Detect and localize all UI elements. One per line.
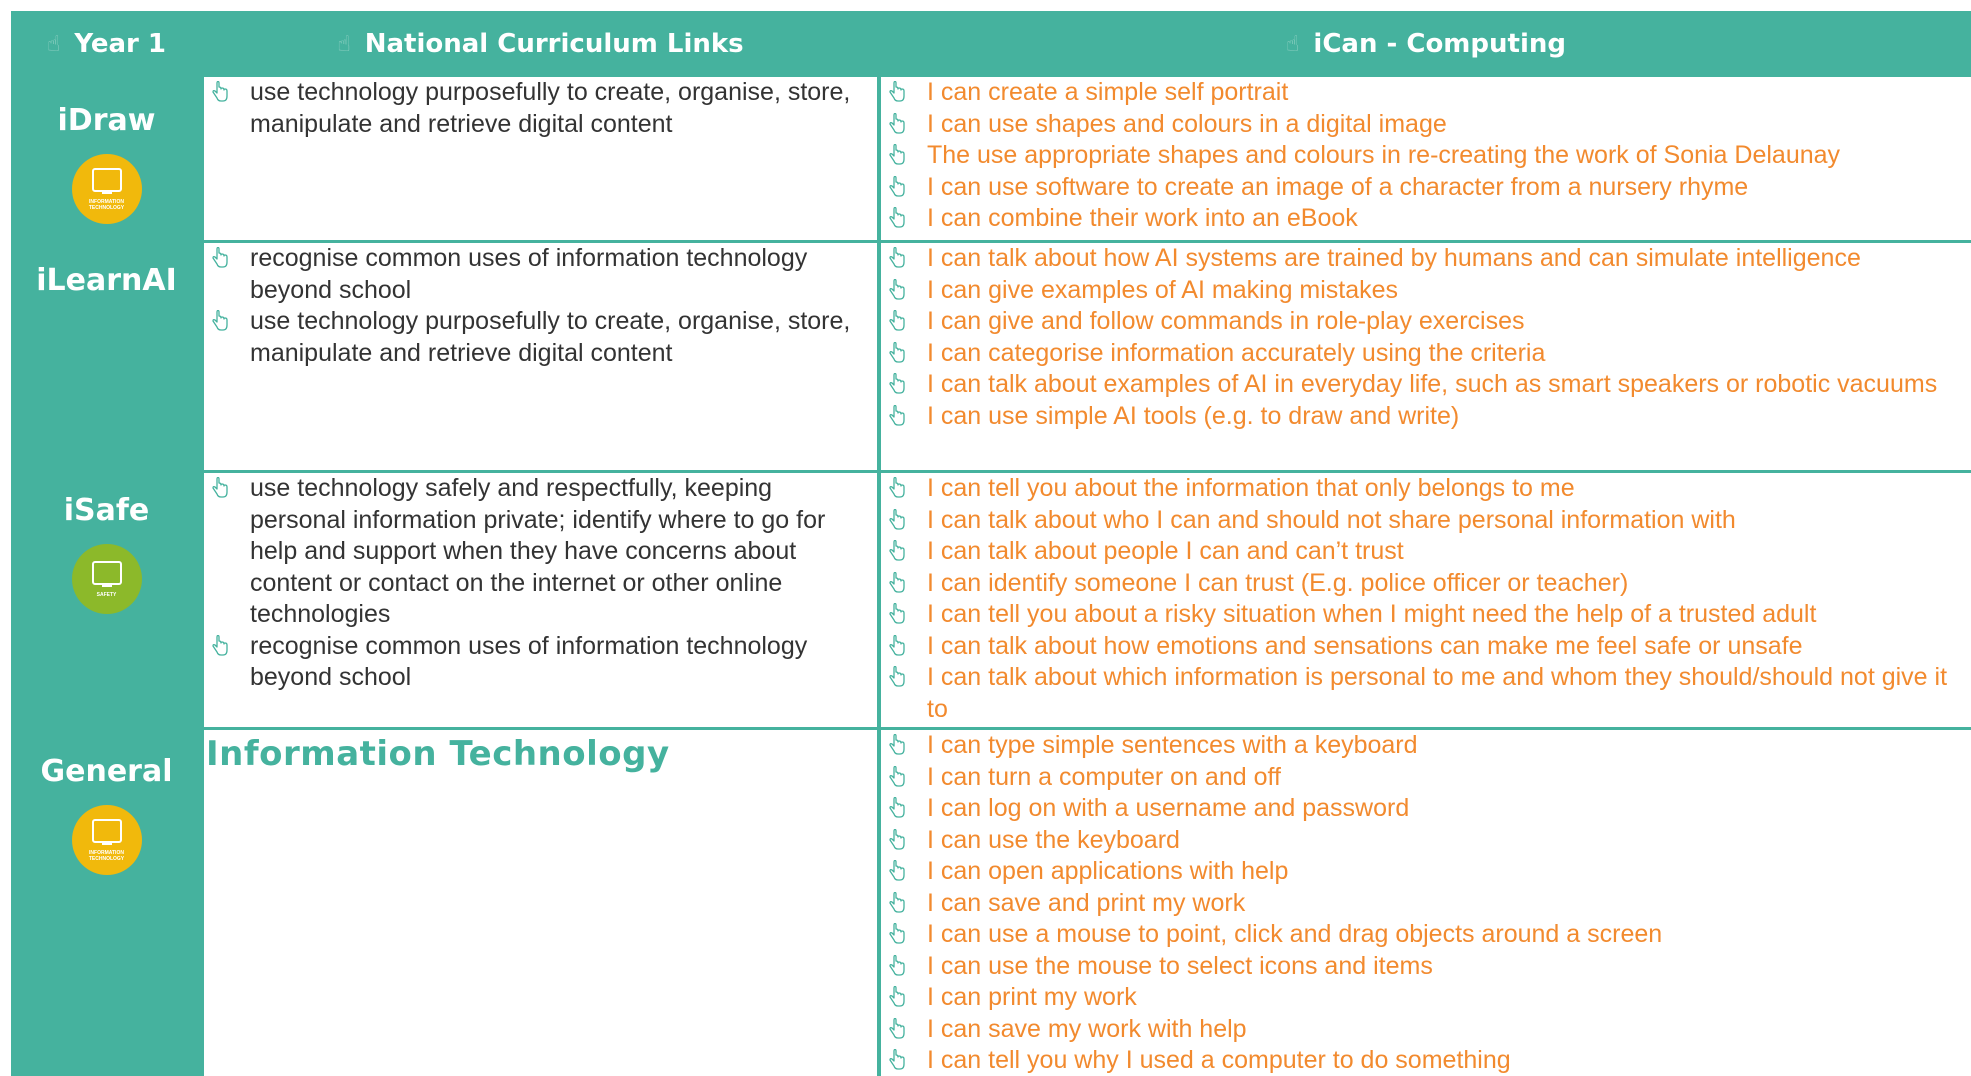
ican-text: I can give and follow commands in role-play exercises [927,307,1525,335]
pointer-hand-icon [210,81,228,103]
ican-text: The use appropriate shapes and colours in re-creating the work of Sonia Delaunay [927,141,1841,169]
pointer-hand-icon [887,342,905,364]
ican-cell-idraw [881,77,1971,240]
pointer-hand-icon [887,207,905,229]
ican-text: I can use the mouse to select icons and items [927,951,1433,980]
pointer-hand-icon [887,797,905,819]
ican-item [881,473,1971,505]
row-label-idraw [11,77,202,240]
ican-item [881,856,1971,888]
header-year-label: Year 1 [74,29,166,59]
ican-text: I can print my work [927,983,1137,1011]
badge-caption: SAFETY [96,591,117,598]
pointer-hand-icon: ☝ [337,31,351,57]
ican-item [881,1014,1971,1046]
curriculum-link-text: use technology safely and respectfully, keeping personal information private; identify where to go for help and support when they have concerns about content or contact on the internet or other online technologies [250,474,826,628]
computer-shield-icon [92,561,122,585]
ican-text: I can talk about who I can and should not share personal information with [927,505,1736,534]
row-label-isafe [11,473,202,727]
ican-text: I can talk about how emotions and sensations can make me feel safe or unsafe [927,631,1803,660]
ican-item [881,762,1971,794]
ican-text: I can turn a computer on and off [927,762,1281,791]
ican-item [881,536,1971,568]
pointer-hand-icon [887,1018,905,1040]
pointer-hand-icon: ☝ [47,31,61,57]
pointer-hand-icon [887,509,905,531]
ican-item [881,77,1971,109]
curriculum-link-item [204,243,877,306]
ican-text: I can identify someone I can trust (E.g. police officer or teacher) [927,568,1629,597]
ican-text: I can use a mouse to point, click and drag objects around a screen [927,920,1663,948]
badge-caption: INFORMATION TECHNOLOGY [88,849,125,862]
pointer-hand-icon [887,635,905,657]
curriculum-table [11,11,1971,1076]
row-name: iLearnAI [36,263,177,298]
row-label-ilearnai [11,243,202,470]
pointer-hand-icon [887,113,905,135]
header-year [11,11,202,77]
ican-item [881,1045,1971,1076]
ican-item [881,505,1971,537]
ican-text: I can give examples of AI making mistakes [927,275,1399,304]
ican-item [881,275,1971,307]
pointer-hand-icon [887,923,905,945]
pointer-hand-icon [887,373,905,395]
ican-item [881,793,1971,825]
curriculum-link-text: recognise common uses of information technology beyond school [250,244,808,304]
pointer-hand-icon [210,247,228,269]
header-nc-label: National Curriculum Links [364,29,744,59]
pointer-hand-icon [887,892,905,914]
pointer-hand-icon [887,860,905,882]
row-label-general [11,730,202,1076]
pointer-hand-icon [887,603,905,625]
pointer-hand-icon [887,176,905,198]
pointer-hand-icon [887,766,905,788]
information-technology-heading: Information Technology [206,734,670,774]
header-ican-label: iCan - Computing [1313,29,1566,59]
ican-item [881,631,1971,663]
curriculum-link-item [204,631,877,694]
ican-text: I can talk about examples of AI in everyday life, such as smart speakers or robotic vacuums [927,370,1938,398]
ican-item [881,662,1971,725]
ican-item [881,919,1971,951]
curriculum-link-item [204,306,877,369]
curriculum-link-text: recognise common uses of information technology beyond school [250,631,808,691]
ican-text: I can talk about which information is personal to me and whom they should/should not give it to [927,663,1948,723]
ican-text: I can open applications with help [927,857,1289,885]
ican-text: I can talk about people I can and can’t trust [927,537,1404,565]
ican-item [881,338,1971,370]
ican-item [881,203,1971,235]
pointer-hand-icon [887,477,905,499]
pointer-hand-icon [887,572,905,594]
row-name: iDraw [57,103,156,138]
information-technology-badge [72,805,142,875]
pointer-hand-icon [887,540,905,562]
ican-text: I can categorise information accurately using the criteria [927,338,1546,367]
pointer-hand-icon [210,310,228,332]
ican-item [881,109,1971,141]
ican-item [881,599,1971,631]
nc-cell-ilearnai [204,243,877,470]
header-ican [881,11,1971,77]
row-name: General [40,754,173,789]
pointer-hand-icon [887,247,905,269]
computer-chart-icon [92,819,122,843]
badge-caption: INFORMATION TECHNOLOGY [88,198,125,211]
row-name: iSafe [63,493,150,528]
ican-item [881,243,1971,275]
nc-cell-general [204,730,877,1076]
safety-badge [72,544,142,614]
ican-text: I can tell you about a risky situation when I might need the help of a trusted adult [927,600,1817,628]
pointer-hand-icon [887,666,905,688]
ican-text: I can use software to create an image of a character from a nursery rhyme [927,172,1749,201]
ican-item [881,888,1971,920]
nc-cell-isafe [204,473,877,727]
nc-cell-idraw [204,77,877,240]
ican-item [881,568,1971,600]
ican-item [881,401,1971,433]
pointer-hand-icon [887,279,905,301]
ican-item [881,982,1971,1014]
ican-item [881,369,1971,401]
pointer-hand-icon [887,734,905,756]
computer-chart-icon [92,168,122,192]
ican-text: I can use the keyboard [927,825,1180,854]
pointer-hand-icon [887,955,905,977]
pointer-hand-icon [887,81,905,103]
information-technology-badge [72,154,142,224]
ican-item [881,172,1971,204]
ican-cell-isafe [881,473,1971,727]
ican-item [881,730,1971,762]
ican-text: I can log on with a username and password [927,794,1410,822]
ican-text: I can use simple AI tools (e.g. to draw and write) [927,401,1460,430]
ican-item [881,825,1971,857]
ican-text: I can talk about how AI systems are trained by humans and can simulate intelligence [927,244,1861,272]
pointer-hand-icon [887,829,905,851]
pointer-hand-icon [887,405,905,427]
header-national-curriculum [204,11,877,77]
curriculum-link-item [204,77,877,140]
curriculum-link-text: use technology purposefully to create, organise, store, manipulate and retrieve digital content [250,307,851,367]
pointer-hand-icon [887,144,905,166]
ican-text: I can tell you why I used a computer to do something [927,1046,1511,1074]
ican-text: I can tell you about the information that only belongs to me [927,474,1575,502]
pointer-hand-icon [210,635,228,657]
pointer-hand-icon [887,986,905,1008]
ican-cell-general [881,730,1971,1076]
ican-text: I can type simple sentences with a keyboard [927,731,1418,759]
curriculum-link-text: use technology purposefully to create, organise, store, manipulate and retrieve digital content [250,78,851,138]
pointer-hand-icon: ☝ [1286,31,1300,57]
curriculum-link-item [204,473,877,631]
ican-text: I can use shapes and colours in a digital image [927,109,1447,138]
ican-item [881,951,1971,983]
ican-text: I can combine their work into an eBook [927,204,1358,232]
ican-cell-ilearnai [881,243,1971,470]
ican-text: I can save and print my work [927,888,1246,917]
pointer-hand-icon [210,477,228,499]
ican-item [881,140,1971,172]
ican-text: I can save my work with help [927,1014,1247,1043]
pointer-hand-icon [887,1049,905,1071]
pointer-hand-icon [887,310,905,332]
ican-item [881,306,1971,338]
ican-text: I can create a simple self portrait [927,78,1289,106]
